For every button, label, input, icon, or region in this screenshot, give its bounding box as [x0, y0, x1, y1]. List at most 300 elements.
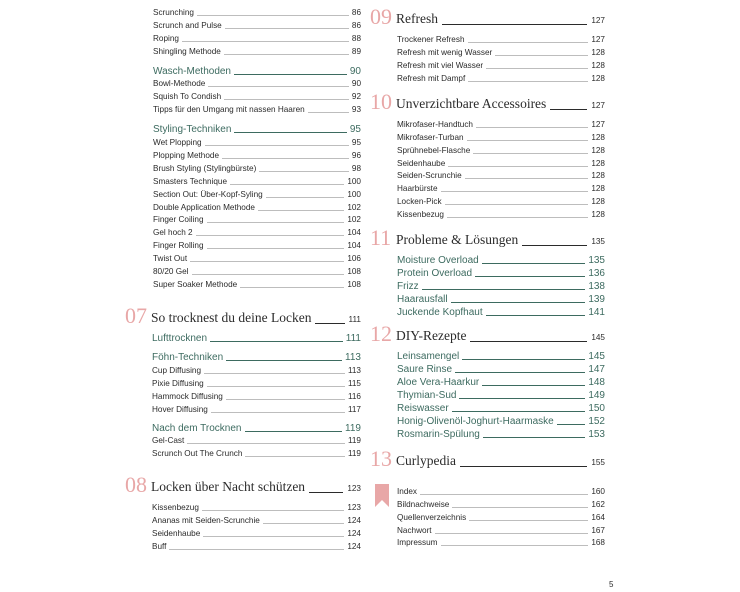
toc-entry[interactable]: [153, 6, 361, 19]
toc-entry-title: Tipps für den Umgang mit nassen Haaren: [153, 105, 305, 115]
toc-page-number: 89: [351, 46, 361, 56]
toc-entry[interactable]: [152, 435, 361, 448]
toc-page-number: 115: [347, 378, 361, 388]
toc-entry[interactable]: [153, 188, 361, 201]
toc-entry[interactable]: [397, 33, 605, 46]
chapter-09: [370, 6, 605, 85]
toc-page-number: 95: [351, 138, 361, 148]
toc-page-number: 116: [347, 391, 361, 401]
chapter-number: 12: [370, 321, 392, 346]
toc-page-number: 160: [591, 486, 605, 496]
toc-entry-title: Cup Diffusing: [152, 365, 202, 375]
toc-entry[interactable]: [153, 19, 361, 32]
toc-entry[interactable]: [152, 514, 361, 527]
leader-line: [234, 74, 347, 75]
toc-entry-title: Rosmarin-Spülung: [397, 429, 480, 440]
toc-entry-title: Impressum: [397, 538, 438, 548]
toc-page-number: 96: [351, 151, 361, 161]
toc-entry-title: Index: [397, 486, 418, 496]
toc-entry-title: Double Application Methode: [153, 202, 255, 212]
toc-entry[interactable]: [152, 527, 361, 540]
leader-line: [557, 424, 586, 425]
leader-line: [441, 191, 589, 192]
toc-page-number: 168: [591, 538, 605, 548]
toc-entry[interactable]: [397, 524, 605, 537]
toc-subsection[interactable]: [397, 350, 605, 363]
toc-entry[interactable]: [397, 511, 605, 524]
toc-entry[interactable]: [153, 162, 361, 175]
leader-line: [234, 132, 347, 133]
chapter-entries: [370, 254, 605, 319]
leader-line: [224, 54, 349, 55]
toc-page-number: 117: [347, 404, 361, 414]
toc-entry[interactable]: [397, 485, 605, 498]
leader-line: [259, 171, 349, 172]
toc-subsection[interactable]: [397, 254, 605, 267]
toc-page-number: 119: [347, 436, 361, 446]
toc-subsection[interactable]: [397, 293, 605, 306]
toc-subsection[interactable]: [397, 363, 605, 376]
toc-page-number: 93: [351, 105, 361, 115]
leader-line: [207, 222, 345, 223]
toc-entry-title: Refresh mit viel Wasser: [397, 60, 484, 70]
leader-line: [207, 386, 345, 387]
toc-page-number: 149: [588, 390, 605, 401]
toc-entry-title: Ananas mit Seiden-Scrunchie: [152, 515, 260, 525]
toc-entry-title: Styling-Techniken: [153, 124, 232, 136]
toc-page-number: 164: [591, 512, 605, 522]
toc-entry[interactable]: [397, 59, 605, 72]
page-number: 5: [609, 580, 614, 589]
leader-line: [486, 68, 588, 69]
toc-entry[interactable]: [153, 265, 361, 278]
leader-line: [441, 545, 589, 546]
toc-entry-title: Hover Diffusing: [152, 404, 208, 414]
leader-line: [169, 549, 344, 550]
leader-line: [226, 360, 342, 361]
toc-subsection[interactable]: [153, 65, 361, 78]
chapter-heading[interactable]: [125, 305, 361, 327]
toc-entry-title: Kissenbezug: [152, 502, 199, 512]
toc-entry[interactable]: [397, 46, 605, 59]
toc-entry[interactable]: [152, 364, 361, 377]
chapter-entries: [125, 332, 361, 460]
toc-entry[interactable]: [152, 540, 361, 553]
toc-subsection[interactable]: [397, 267, 605, 280]
leader-line: [182, 41, 349, 42]
toc-subsection[interactable]: [397, 280, 605, 293]
toc-page-number: 128: [591, 171, 605, 181]
toc-page-number: 111: [345, 333, 361, 344]
leader-line: [225, 28, 349, 29]
toc-page-number: 106: [347, 254, 361, 264]
leader-line: [550, 109, 587, 110]
toc-entry[interactable]: [397, 208, 605, 221]
toc-entry-title: Squish To Condish: [153, 92, 222, 102]
leader-line: [447, 217, 588, 218]
toc-page-number: 92: [351, 92, 361, 102]
toc-page-number: 128: [591, 60, 605, 70]
toc-entry-title: Bildnachweise: [397, 499, 450, 509]
toc-entry-title: Seidenhaube: [152, 528, 201, 538]
toc-page-number: 86: [351, 20, 361, 30]
toc-page-number: 128: [591, 158, 605, 168]
toc-page-number: 102: [347, 202, 361, 212]
chapter-heading[interactable]: [370, 91, 605, 113]
toc-entry-title: Haarausfall: [397, 294, 448, 305]
leader-line: [445, 204, 589, 205]
toc-entry-title: Reiswasser: [397, 403, 449, 414]
chapter-page-number: 111: [348, 315, 361, 324]
leader-line: [435, 533, 589, 534]
toc-subsection[interactable]: [397, 402, 605, 415]
toc-entry-title: Gel-Cast: [152, 436, 185, 446]
toc-entry-title: Juckende Kopfhaut: [397, 307, 483, 318]
toc-page-number: 162: [591, 499, 605, 509]
chapter-page-number: 155: [591, 458, 605, 467]
toc-entry-title: Sprühnebel-Flasche: [397, 145, 471, 155]
toc-entry-title: Locken-Pick: [397, 197, 442, 207]
toc-entry[interactable]: [152, 377, 361, 390]
toc-entry[interactable]: [153, 239, 361, 252]
chapter-number: 09: [370, 4, 392, 29]
leader-line: [442, 24, 587, 25]
toc-page-number: 128: [591, 132, 605, 142]
toc-section-continued: [153, 6, 361, 291]
leader-line: [197, 15, 349, 16]
toc-appendix: [397, 485, 605, 549]
toc-page-number: 150: [588, 403, 605, 414]
chapter-heading[interactable]: [370, 227, 605, 249]
leader-line: [309, 492, 343, 493]
toc-entry[interactable]: [397, 182, 605, 195]
chapter-page-number: 135: [591, 237, 605, 246]
chapter-number: 07: [125, 303, 147, 328]
toc-entry-title: Twist Out: [153, 254, 188, 264]
toc-entry-title: Finger Rolling: [153, 241, 204, 251]
toc-entry-title: Buff: [152, 541, 167, 551]
toc-page-number: 124: [347, 541, 361, 551]
chapter-07: [125, 305, 361, 460]
toc-entry-title: Wet Plopping: [153, 138, 202, 148]
toc-entry-title: Saure Rinse: [397, 364, 453, 375]
toc-entry-title: Wasch-Methoden: [153, 65, 231, 77]
toc-entry-title: Hammock Diffusing: [152, 391, 223, 401]
leader-line: [422, 289, 586, 290]
toc-entry[interactable]: [152, 501, 361, 514]
toc-entry[interactable]: [397, 144, 605, 157]
leader-line: [522, 245, 587, 246]
toc-page-number: 152: [588, 416, 605, 427]
toc-page-number: 113: [347, 365, 361, 375]
toc-entry[interactable]: [152, 447, 361, 460]
toc-page-number: 113: [345, 352, 361, 363]
leader-line: [308, 112, 349, 113]
toc-subsection[interactable]: [397, 428, 605, 441]
toc-entry[interactable]: [397, 498, 605, 511]
leader-line: [468, 81, 588, 82]
chapter-title: DIY-Rezepte: [396, 328, 467, 343]
leader-line: [240, 287, 344, 288]
toc-entry[interactable]: [153, 201, 361, 214]
toc-entry-title: Plopping Methode: [153, 151, 220, 161]
toc-entry[interactable]: [397, 537, 605, 550]
toc-entry-title: Finger Coiling: [153, 215, 204, 225]
chapter-entries: [370, 118, 605, 221]
chapter-title: Unverzichtbare Accessoires: [396, 96, 547, 111]
toc-subsection[interactable]: [152, 332, 361, 345]
chapter-10: [370, 91, 605, 221]
chapter-number: 08: [125, 472, 147, 497]
leader-line: [245, 456, 345, 457]
toc-page-number: 90: [351, 79, 361, 89]
chapter-entries: [125, 501, 361, 553]
chapter-number: 10: [370, 89, 392, 114]
toc-page-number: 138: [588, 281, 605, 292]
toc-entry[interactable]: [153, 90, 361, 103]
toc-subsection[interactable]: [397, 306, 605, 319]
toc-page-number: 145: [588, 351, 605, 362]
toc-entry-title: Leinsamengel: [397, 351, 460, 362]
toc-page-number: 119: [347, 449, 361, 459]
leader-line: [460, 466, 587, 467]
leader-line: [202, 510, 344, 511]
toc-entry-title: Scrunch Out The Crunch: [152, 449, 243, 459]
toc-page-number: 153: [588, 429, 605, 440]
toc-entry-title: Refresh mit wenig Wasser: [397, 47, 493, 57]
chapter-title: So trocknest du deine Locken: [151, 310, 312, 325]
leader-line: [470, 341, 587, 342]
toc-entry[interactable]: [153, 214, 361, 227]
chapter-heading[interactable]: [370, 448, 605, 470]
toc-entry[interactable]: [152, 403, 361, 416]
leader-line: [258, 210, 344, 211]
toc-page-number: 147: [588, 364, 605, 375]
toc-page-number: 108: [347, 279, 361, 289]
toc-entry-title: Seiden-Scrunchie: [397, 171, 462, 181]
chapter-page-number: 145: [591, 333, 605, 342]
toc-entry-title: Föhn-Techniken: [152, 352, 224, 363]
leader-line: [420, 494, 588, 495]
chapter-heading[interactable]: [370, 323, 605, 345]
leader-line: [482, 385, 585, 386]
toc-entry-title: Bowl-Methode: [153, 79, 206, 89]
toc-page-number: 128: [591, 197, 605, 207]
leader-line: [482, 263, 586, 264]
leader-line: [208, 86, 349, 87]
toc-entry-title: Protein Overload: [397, 268, 473, 279]
toc-entry[interactable]: [153, 278, 361, 291]
toc-entry-title: Scrunch and Pulse: [153, 20, 222, 30]
toc-entry[interactable]: [397, 170, 605, 183]
leader-line: [473, 153, 588, 154]
toc-entry[interactable]: [153, 252, 361, 265]
toc-entry[interactable]: [153, 32, 361, 45]
toc-entry[interactable]: [153, 45, 361, 58]
toc-page-number: 128: [591, 145, 605, 155]
chapter-page-number: 127: [591, 16, 605, 25]
toc-entry-title: Haarbürste: [397, 184, 438, 194]
leader-line: [207, 248, 345, 249]
leader-line: [187, 443, 345, 444]
chapter-title: Probleme & Lösungen: [396, 232, 519, 247]
toc-page-number: 86: [351, 7, 361, 17]
leader-line: [452, 507, 588, 508]
toc-entry-title: Quellenverzeichnis: [397, 512, 467, 522]
chapter-11: [370, 227, 605, 319]
chapter-title: Refresh: [396, 11, 438, 26]
toc-page-number: 124: [347, 515, 361, 525]
toc-entry-title: Shingling Methode: [153, 46, 221, 56]
chapter-title: Curlypedia: [396, 453, 456, 468]
chapter-heading[interactable]: [370, 6, 605, 28]
toc-entry-title: Moisture Overload: [397, 255, 479, 266]
leader-line: [263, 523, 344, 524]
toc-entry-title: Nach dem Trocknen: [152, 422, 242, 434]
toc-entry-title: Smasters Technique: [153, 176, 228, 186]
toc-entry[interactable]: [397, 195, 605, 208]
toc-page-number: 88: [351, 33, 361, 43]
leader-line: [315, 323, 344, 324]
chapter-number: 11: [370, 225, 392, 250]
toc-entry-title: Super Soaker Methode: [153, 279, 238, 289]
leader-line: [483, 437, 585, 438]
toc-entry[interactable]: [153, 175, 361, 188]
toc-page-number: 124: [347, 528, 361, 538]
leader-line: [192, 274, 345, 275]
toc-page-number: 123: [347, 502, 361, 512]
toc-page-number: 127: [591, 119, 605, 129]
chapter-number: 13: [370, 446, 392, 471]
chapter-page-number: 123: [347, 484, 361, 493]
leader-line: [448, 166, 588, 167]
toc-entry[interactable]: [397, 157, 605, 170]
leader-line: [190, 261, 344, 262]
leader-line: [486, 315, 586, 316]
leader-line: [469, 520, 588, 521]
toc-entry-title: Kissenbezug: [397, 210, 444, 220]
leader-line: [230, 184, 344, 185]
toc-entry-title: Thymian-Sud: [397, 390, 457, 401]
toc-page-number: 128: [591, 73, 605, 83]
leader-line: [467, 140, 589, 141]
toc-page-number: 95: [349, 124, 361, 136]
leader-line: [462, 359, 585, 360]
leader-line: [226, 399, 345, 400]
toc-entry-title: Mikrofaser-Turban: [397, 132, 464, 142]
toc-page-number: 141: [588, 307, 605, 318]
toc-page-number: 128: [591, 47, 605, 57]
toc-page-number: 167: [591, 525, 605, 535]
leader-line: [451, 302, 586, 303]
toc-page-number: 139: [588, 294, 605, 305]
toc-entry[interactable]: [397, 72, 605, 85]
toc-page-number: 102: [347, 215, 361, 225]
toc-subsection[interactable]: [152, 351, 361, 364]
chapter-08: [125, 474, 361, 553]
toc-page-number: 104: [347, 241, 361, 251]
toc-page-number: 119: [345, 422, 361, 434]
chapter-heading[interactable]: [125, 474, 361, 496]
toc-page-number: 128: [591, 210, 605, 220]
toc-page-number: 98: [351, 163, 361, 173]
leader-line: [468, 42, 589, 43]
toc-entry-title: Scrunching: [153, 7, 194, 17]
toc-entry[interactable]: [397, 118, 605, 131]
toc-entry[interactable]: [153, 226, 361, 239]
toc-entry[interactable]: [153, 136, 361, 149]
leader-line: [222, 158, 349, 159]
chapter-12: [370, 323, 605, 441]
toc-subsection[interactable]: [397, 389, 605, 402]
toc-subsection[interactable]: [397, 415, 605, 428]
toc-entry-title: Nachwort: [397, 525, 432, 535]
toc-entry-title: Brush Styling (Stylingbürste): [153, 163, 257, 173]
toc-page-number: 128: [591, 184, 605, 194]
toc-entry-title: Frizz: [397, 281, 419, 292]
bookmark-flag-icon: [374, 484, 390, 508]
leader-line: [266, 197, 345, 198]
toc-entry[interactable]: [153, 149, 361, 162]
leader-line: [245, 431, 343, 432]
toc-page-number: 100: [347, 176, 361, 186]
toc-page-number: 127: [591, 34, 605, 44]
toc-entry-title: Seidenhaube: [397, 158, 446, 168]
chapter-13: [370, 448, 605, 475]
toc-page-number: 90: [349, 65, 361, 77]
toc-subsection[interactable]: [397, 376, 605, 389]
toc-entry-title: Pixie Diffusing: [152, 378, 204, 388]
leader-line: [475, 276, 585, 277]
chapter-title: Locken über Nacht schützen: [151, 479, 306, 494]
chapter-entries: [370, 33, 605, 85]
toc-entry[interactable]: [397, 131, 605, 144]
toc-page-number: 104: [347, 228, 361, 238]
toc-entry[interactable]: [153, 103, 361, 116]
toc-entry[interactable]: [153, 78, 361, 91]
toc-entry-title: Gel hoch 2: [153, 228, 193, 238]
leader-line: [204, 373, 345, 374]
toc-page-number: 135: [588, 255, 605, 266]
toc-subsection[interactable]: [152, 422, 361, 435]
toc-page-number: 148: [588, 377, 605, 388]
toc-entry-title: Refresh mit Dampf: [397, 73, 466, 83]
chapter-page-number: 127: [591, 101, 605, 110]
toc-entry-title: Honig-Olivenöl-Joghurt-Haarmaske: [397, 416, 554, 427]
toc-entry[interactable]: [152, 390, 361, 403]
leader-line: [203, 536, 344, 537]
toc-page-number: 136: [588, 268, 605, 279]
toc-entry-title: Mikrofaser-Handtuch: [397, 119, 473, 129]
leader-line: [224, 99, 349, 100]
leader-line: [495, 55, 588, 56]
leader-line: [476, 127, 588, 128]
leader-line: [465, 178, 589, 179]
leader-line: [196, 235, 345, 236]
toc-entry-title: 80/20 Gel: [153, 267, 189, 277]
toc-entry-title: Aloe Vera-Haarkur: [397, 377, 480, 388]
chapter-entries: [370, 350, 605, 441]
leader-line: [210, 341, 343, 342]
toc-entry-title: Section Out: Über-Kopf-Syling: [153, 189, 263, 199]
leader-line: [205, 145, 349, 146]
toc-subsection[interactable]: [153, 123, 361, 136]
toc-page-number: 100: [347, 189, 361, 199]
toc-entry-title: Roping: [153, 33, 179, 43]
toc-entry-title: Lufttrocknen: [152, 333, 208, 344]
toc-page-number: 108: [347, 267, 361, 277]
leader-line: [452, 411, 586, 412]
